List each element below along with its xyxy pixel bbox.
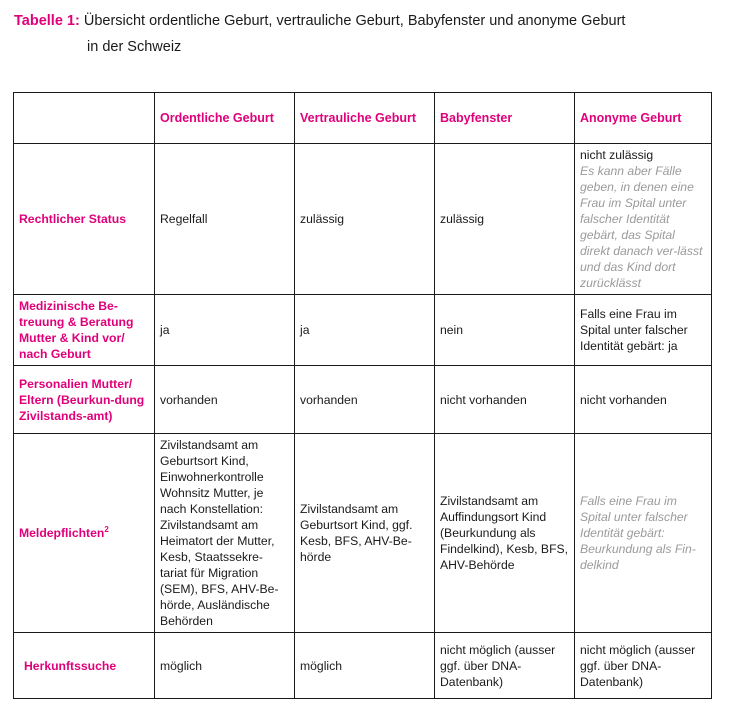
table-header-row <box>14 93 712 144</box>
row-label: Herkunftssuche <box>14 633 155 699</box>
table-cell: nicht vorhanden <box>575 366 712 434</box>
table-cell: nicht vorhanden <box>435 366 575 434</box>
caption-label: Tabelle 1: <box>14 13 80 29</box>
header-anonyme-geburt: Anonyme Geburt <box>575 93 712 144</box>
row-label: Medizinische Be-treuung & Beratung Mutter & Kind vor/ nach Geburt <box>14 295 155 366</box>
table-row-rechtlicher-status <box>14 144 712 295</box>
row-label <box>14 434 155 633</box>
row-label: Rechtlicher Status <box>14 144 155 295</box>
header-babyfenster: Babyfenster <box>435 93 575 144</box>
table-row-herkunftssuche <box>14 633 712 699</box>
table-cell: Zivilstandsamt am Geburtsort Kind, ggf. Kesb, BFS, AHV-Be-hörde <box>295 434 435 633</box>
table-cell: zulässig <box>295 144 435 295</box>
table-cell-note: Falls eine Frau im Spital unter falscher Identität gebärt: Beurkundung als Fin-delkind <box>575 434 712 633</box>
cell-note: Es kann aber Fälle geben, in denen eine Frau im Spital unter falscher Identität gebärt, das Spital direkt danach ver-lässt und das Kind dort zurücklässt <box>580 164 703 290</box>
table-cell: Regelfall <box>155 144 295 295</box>
row-label-text: Meldepflichten <box>19 526 105 540</box>
table-row-personalien <box>14 366 712 434</box>
table-row-medizinische-betreuung <box>14 295 712 366</box>
table-row-meldepflichten <box>14 434 712 633</box>
table-cell: nicht möglich (ausser ggf. über DNA-Datenbank) <box>575 633 712 699</box>
table-cell: Zivilstandsamt am Auffindungsort Kind (Beurkundung als Findelkind), Kesb, BFS, AHV-Behörde <box>435 434 575 633</box>
table-cell: nicht möglich (ausser ggf. über DNA-Datenbank) <box>435 633 575 699</box>
comparison-table <box>13 92 712 699</box>
table-cell-with-note <box>575 144 712 295</box>
table-cell: möglich <box>295 633 435 699</box>
table-cell: ja <box>155 295 295 366</box>
footnote-marker: 2 <box>104 524 109 534</box>
table-cell: vorhanden <box>295 366 435 434</box>
caption-text: Übersicht ordentliche Geburt, vertrauliche Geburt, Babyfenster und anonyme Geburt <box>83 13 626 29</box>
row-label: Personalien Mutter/ Eltern (Beurkun-dung Zivilstands-amt) <box>14 366 155 434</box>
header-ordentliche-geburt: Ordentliche Geburt <box>155 93 295 144</box>
table-cell: Falls eine Frau im Spital unter falscher Identität gebärt: ja <box>575 295 712 366</box>
table-cell: zulässig <box>435 144 575 295</box>
table-cell: ja <box>295 295 435 366</box>
table-cell: möglich <box>155 633 295 699</box>
table-cell: nein <box>435 295 575 366</box>
table-caption <box>14 8 714 60</box>
cell-text: nicht zulässig <box>580 148 654 162</box>
table-cell: vorhanden <box>155 366 295 434</box>
header-empty <box>14 93 155 144</box>
header-vertrauliche-geburt: Vertrauliche Geburt <box>295 93 435 144</box>
caption-text-continued: in der Schweiz <box>87 39 182 55</box>
table-cell: Zivilstandsamt am Geburtsort Kind, Einwohnerkontrolle Wohnsitz Mutter, je nach Konstellation: Zivilstandsamt am Heimatort der Mutter, Kesb, Staatssekre-tariat für Migration (SEM), BFS, AHV-Be-hörde, Ausländische Behörden <box>155 434 295 633</box>
